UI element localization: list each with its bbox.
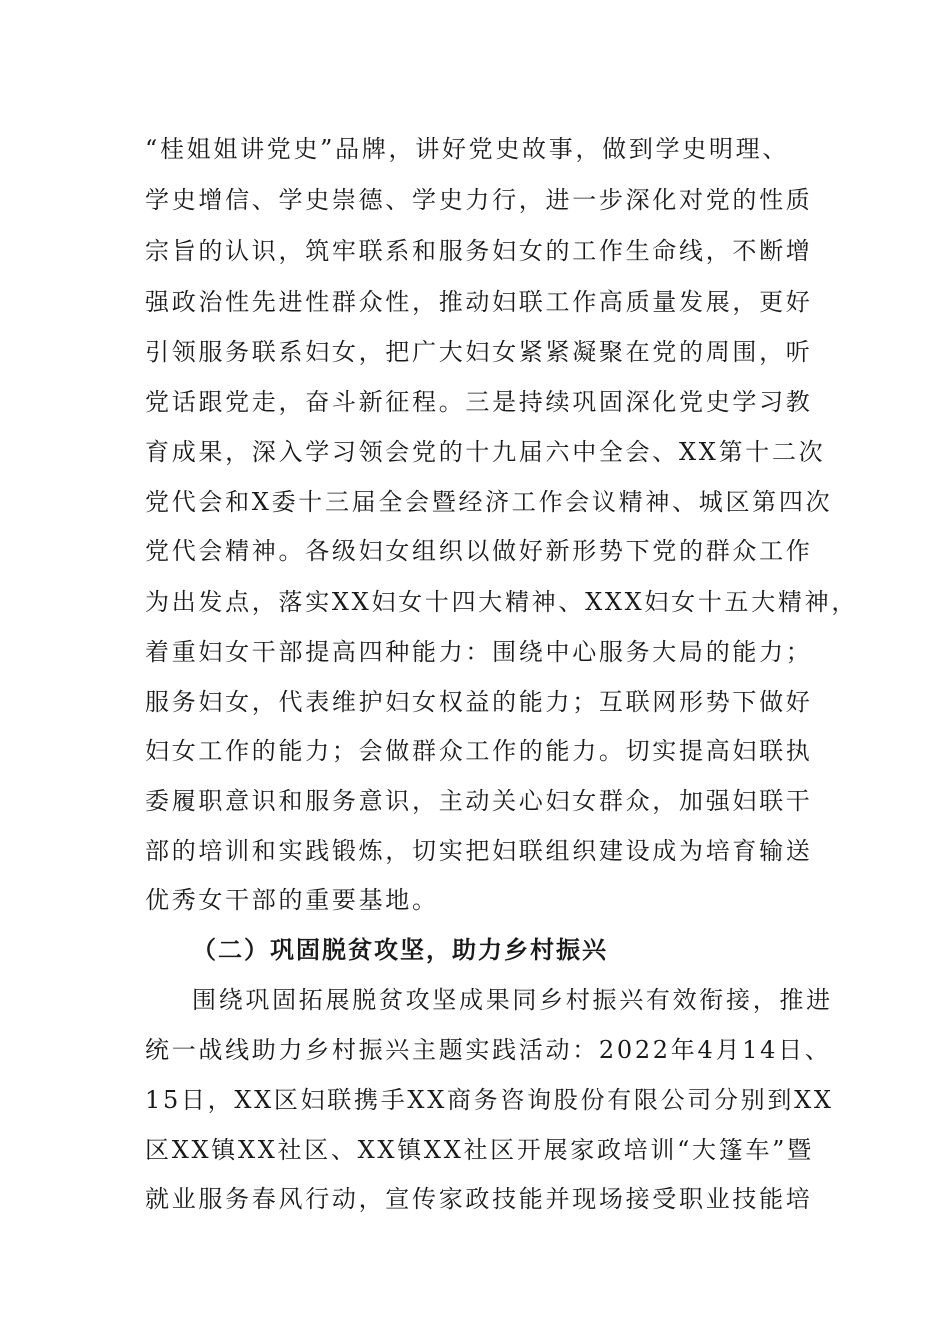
body-text-line: 区XX镇XX社区、XX镇XX社区开展家政培训“大篷车”暨	[145, 1136, 814, 1164]
body-text-line: 着重妇女干部提高四种能力：围绕中心服务大局的能力；	[145, 638, 813, 666]
body-text-line: 就业服务春风行动，宣传家政技能并现场接受职业技能培	[145, 1185, 813, 1213]
body-text-line: 学史增信、学史崇德、学史力行，进一步深化对党的性质	[145, 186, 813, 214]
body-text-line: 妇女工作的能力；会做群众工作的能力。切实提高妇联执	[145, 737, 813, 765]
body-text-line: “桂姐姐讲党史”品牌，讲好党史故事，做到学史明理、	[145, 135, 790, 163]
body-text-line: 服务妇女，代表维护妇女权益的能力；互联网形势下做好	[145, 688, 813, 716]
body-text-line: 部的培训和实践锻炼，切实把妇联组织建设成为培育输送	[145, 837, 813, 865]
body-text-line: 党话跟党走，奋斗新征程。三是持续巩固深化党史学习教	[145, 388, 813, 416]
body-text-line: 为出发点，落实XX妇女十四大精神、XXX妇女十五大精神，	[145, 588, 859, 616]
body-text-line: 委履职意识和服务意识，主动关心妇女群众，加强妇联干	[145, 787, 813, 815]
body-text-line: 围绕巩固拓展脱贫攻坚成果同乡村振兴有效衔接，推进	[192, 986, 833, 1014]
body-text-line: 引领服务联系妇女，把广大妇女紧紧凝聚在党的周围，听	[145, 338, 813, 366]
body-text-line: 党代会和X委十三届全会暨经济工作会议精神、城区第四次	[145, 488, 833, 516]
body-text-line: 统一战线助力乡村振兴主题实践活动：2022年4月14日、	[145, 1036, 832, 1064]
body-text-line: 育成果，深入学习领会党的十九届六中全会、XX第十二次	[145, 438, 826, 466]
body-text-line: 强政治性先进性群众性，推动妇联工作高质量发展，更好	[145, 288, 813, 316]
body-text-line: 宗旨的认识，筑牢联系和服务妇女的工作生命线，不断增	[145, 237, 813, 265]
body-text-line: 优秀女干部的重要基地。	[145, 886, 439, 914]
section-heading: （二）巩固脱贫攻坚，助力乡村振兴	[192, 936, 608, 964]
body-text-line: 15日，XX区妇联携手XX商务咨询股份有限公司分别到XX	[145, 1086, 834, 1114]
body-text-line: 党代会精神。各级妇女组织以做好新形势下党的群众工作	[145, 537, 813, 565]
